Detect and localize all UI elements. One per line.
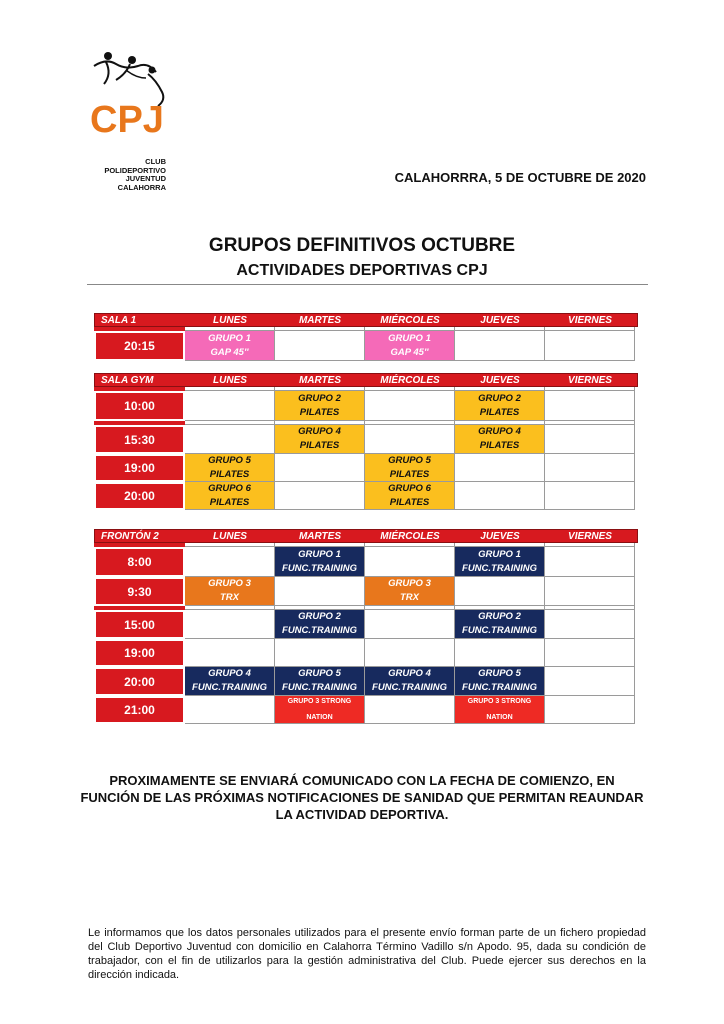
activity-label: NATION [306,713,333,721]
class-cell [275,696,365,724]
day-header: MARTES [298,315,342,326]
dateline: CALAHORRRA, 5 DE OCTUBRE DE 2020 [394,170,646,185]
logo-line: CALAHORRA [117,182,166,192]
page-subtitle: ACTIVIDADES DEPORTIVAS CPJ [236,262,488,279]
empty-cell [455,331,545,361]
class-cell [365,482,455,510]
class-cell [275,391,365,421]
section-name: SALA GYM [101,375,154,386]
activity-label: PILATES [389,496,430,508]
group-label: GRUPO 1 [478,548,521,560]
day-header: JUEVES [480,315,520,326]
empty-cell [185,391,275,421]
activity-label: FUNC.TRAINING [372,682,447,693]
group-label: GRUPO 2 [298,611,341,622]
group-label: GRUPO 4 [388,668,431,679]
activity-label: TRX [400,592,419,603]
empty-cell [455,639,545,667]
empty-cell [365,610,455,639]
table-row [94,547,638,577]
class-cell [455,391,545,421]
time-cell: 15:30 [94,425,185,454]
table-row [94,454,638,482]
time-cell: 21:00 [94,696,185,724]
activity-label: PILATES [209,496,250,508]
group-label: GRUPO 4 [478,426,521,437]
section-header [94,373,638,387]
empty-cell [275,454,365,482]
group-label: GRUPO 3 [208,578,251,589]
empty-cell [275,482,365,510]
empty-cell [545,454,635,482]
empty-cell [185,639,275,667]
empty-cell [365,425,455,454]
day-header: LUNES [213,315,247,326]
section-name: SALA 1 [101,315,137,326]
group-label: GRUPO 4 [298,426,341,437]
divider [87,284,648,285]
activity-label: NATION [486,713,513,721]
time-cell: 19:00 [94,454,185,482]
activity-label: FUNC.TRAINING [462,625,537,636]
class-cell [185,667,275,696]
day-header: JUEVES [480,531,520,542]
empty-cell [365,696,455,724]
class-cell [365,331,455,361]
group-label: GRUPO 6 [388,482,431,494]
day-header: MIÉRCOLES [380,531,440,542]
empty-cell [545,391,635,421]
day-header: VIERNES [568,375,612,386]
logo-line: JUVENTUD [125,174,166,183]
group-label: GRUPO 6 [208,482,251,494]
table-row [94,331,638,361]
group-label: GRUPO 1 [208,332,251,344]
empty-cell [185,547,275,577]
section-header [94,529,638,543]
empty-cell [275,577,365,606]
class-cell [185,577,275,606]
group-label: GRUPO 5 [208,454,251,466]
time-cell: 9:30 [94,577,185,606]
day-header: LUNES [213,531,247,542]
section-name: FRONTÓN 2 [101,531,159,542]
day-header: LUNES [213,375,247,386]
empty-cell [545,667,635,696]
activity-label: PILATES [299,406,340,418]
empty-cell [365,639,455,667]
empty-cell [545,425,635,454]
empty-cell [455,577,545,606]
empty-cell [455,454,545,482]
time-cell: 20:00 [94,667,185,696]
table-row [94,696,638,724]
class-cell [185,454,275,482]
logo-line: CLUB POLIDEPORTIVO [104,157,166,175]
day-header: MARTES [298,531,342,542]
empty-cell [275,331,365,361]
activity-label: FUNC.TRAINING [462,562,537,574]
day-header: JUEVES [480,375,520,386]
empty-cell [545,610,635,639]
empty-cell [545,482,635,510]
empty-cell [185,610,275,639]
class-cell [455,667,545,696]
class-cell [455,610,545,639]
group-label: GRUPO 3 STRONG [467,697,532,705]
empty-cell [545,696,635,724]
table-row [94,639,638,667]
day-header: VIERNES [568,315,612,326]
empty-cell [185,425,275,454]
group-label: GRUPO 2 [298,392,341,404]
class-cell [275,667,365,696]
group-label: GRUPO 3 [388,578,431,589]
empty-cell [275,639,365,667]
empty-cell [365,547,455,577]
class-cell [365,667,455,696]
group-label: GRUPO 5 [478,668,521,679]
group-label: GRUPO 5 [298,668,341,679]
table-row [94,577,638,606]
empty-cell [545,547,635,577]
table-row [94,667,638,696]
table-row [94,482,638,510]
class-cell [365,577,455,606]
group-label: GRUPO 2 [478,611,521,622]
class-cell [275,425,365,454]
class-cell [365,454,455,482]
activity-label: FUNC.TRAINING [282,625,357,636]
table-row [94,610,638,639]
schedule-sala-gym [94,373,638,510]
class-cell [275,547,365,577]
activity-label: GAP 45'' [390,346,429,358]
time-cell: 15:00 [94,610,185,639]
day-header: MARTES [298,375,342,386]
activity-label: FUNC.TRAINING [282,562,357,574]
class-cell [455,425,545,454]
empty-cell [545,639,635,667]
activity-label: PILATES [479,406,520,418]
class-cell [455,696,545,724]
activity-label: FUNC.TRAINING [192,682,267,693]
group-label: GRUPO 1 [388,332,431,344]
empty-cell [185,696,275,724]
activity-label: PILATES [389,468,430,480]
time-cell: 19:00 [94,639,185,667]
activity-label: PILATES [299,440,340,451]
day-header: MIÉRCOLES [380,315,440,326]
logo-caption [88,158,166,192]
group-label: GRUPO 2 [478,392,521,404]
table-row [94,391,638,421]
class-cell [455,547,545,577]
table-row [94,425,638,454]
day-header: MIÉRCOLES [380,375,440,386]
activity-label: PILATES [209,468,250,480]
section-header [94,313,638,327]
empty-cell [545,331,635,361]
empty-cell [365,391,455,421]
time-cell: 20:15 [94,331,185,361]
schedule-sala1 [94,313,638,361]
group-label: GRUPO 3 STRONG [287,697,352,705]
time-cell: 20:00 [94,482,185,510]
empty-cell [455,482,545,510]
activity-label: GAP 45'' [210,346,249,358]
class-cell [275,610,365,639]
notice-text: PROXIMAMENTE SE ENVIARÁ COMUNICADO CON LA FECHA DE COMIENZO, EN FUNCIÓN DE LAS PRÓXIMAS NOTIFICACIONES DE SANIDAD QUE PERMITAN REAUNDAR LA ACTIVIDAD DEPORTIVA. [80,773,644,822]
time-cell: 8:00 [94,547,185,577]
logo-monogram: CPJ [90,99,164,141]
activity-label: FUNC.TRAINING [462,682,537,693]
group-label: GRUPO 4 [208,668,251,679]
group-label: GRUPO 5 [388,454,431,466]
class-cell [185,331,275,361]
day-header: VIERNES [568,531,612,542]
class-cell [185,482,275,510]
page-title: GRUPOS DEFINITIVOS OCTUBRE [208,235,516,256]
empty-cell [545,577,635,606]
schedule-fronton-2 [94,529,638,724]
activity-label: PILATES [479,440,520,451]
activity-label: FUNC.TRAINING [282,682,357,693]
activity-label: TRX [220,592,239,603]
legal-text: Le informamos que los datos personales utilizados para el presente envío forman parte de un fichero propiedad del Club Deportivo Juventud con domicilio en Calahorra Término Vadillo s/n Apodo. 95, dada su condición de trabajador, con el fin de utilizarlos para la gestión administrativa del Club. Puede ejercer sus derechos en la dirección indicada. [88,927,646,981]
time-cell: 10:00 [94,391,185,421]
group-label: GRUPO 1 [298,548,341,560]
